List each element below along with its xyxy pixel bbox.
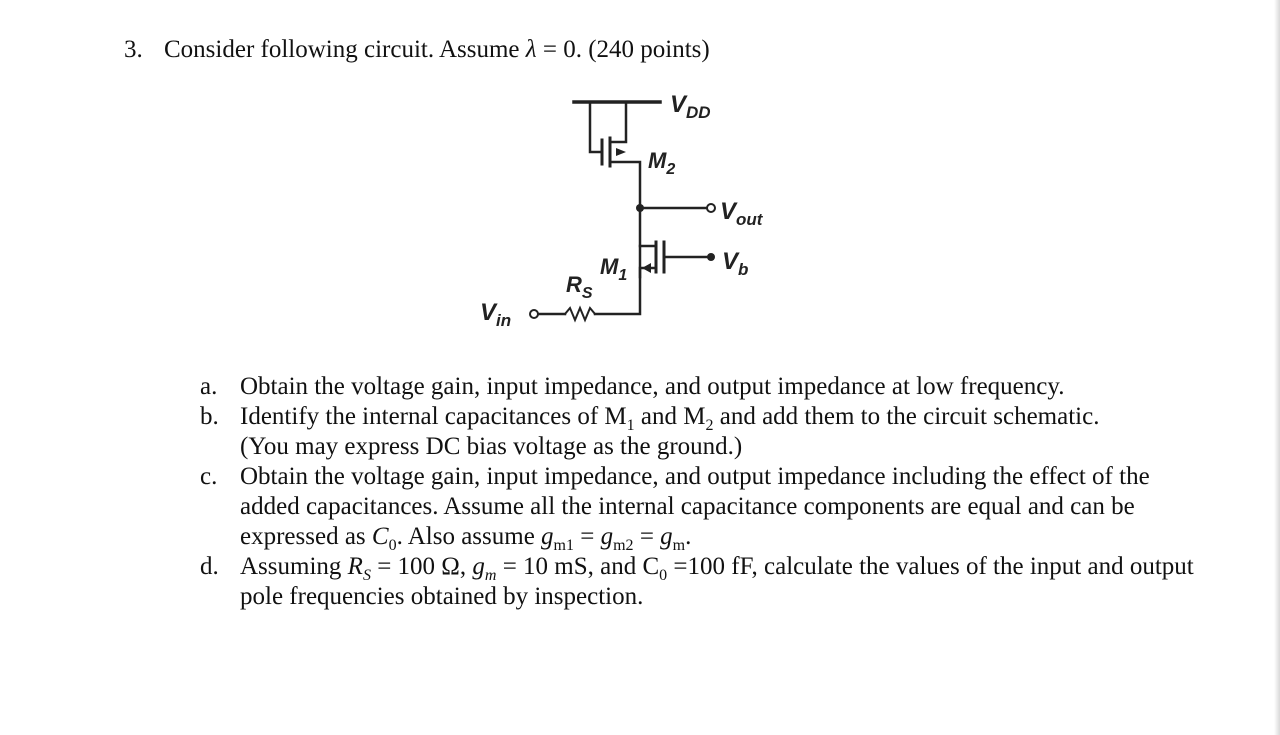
m1-source-arrow (642, 263, 651, 273)
m1-label: $M_1$ (600, 254, 628, 284)
m2-drain-wire (610, 102, 626, 142)
problem-statement (124, 33, 710, 67)
circuit-diagram (470, 82, 790, 347)
part-text: Identify the internal capacitances of $M_1$ and $M_2$ and add them to the circuit schematic. (You may express DC bias voltage as the ground.) (240, 403, 1100, 460)
rs-resistor (565, 308, 595, 320)
part-label: b. (200, 403, 219, 430)
m2-source-arrow (616, 148, 626, 156)
question-part-d (200, 552, 1200, 612)
m2-gate-tie-wire (590, 102, 602, 152)
question-part-a (200, 372, 1200, 402)
rs-label: $R_S$ (566, 272, 593, 302)
vin-terminal (530, 310, 538, 318)
part-label: d. (200, 553, 219, 580)
page-edge (1274, 0, 1280, 735)
vb-terminal (707, 253, 715, 261)
vout-node-dot (636, 204, 644, 212)
vin-label: $V_{in}$ (480, 299, 512, 330)
problem-text: Consider following circuit. Assume (164, 36, 526, 63)
part-label: c. (200, 463, 218, 490)
m2-label: $M_2$ (648, 148, 676, 178)
vb-label: $V_b$ (722, 248, 749, 279)
part-text: Obtain the voltage gain, input impedance, and output impedance at low frequency. (240, 373, 1065, 400)
vout-terminal (707, 204, 715, 212)
part-text: Obtain the voltage gain, input impedance, and output impedance including the effect of the added capacitances. Assume all the internal capacitance components are equal and can be expressed as $C_0$. Also assume $g_{m1} = g_{m2} = g_m$. (240, 463, 1150, 554)
problem-assumption: = 0. (240 points) (536, 36, 710, 63)
part-label: a. (200, 373, 218, 400)
question-part-c (200, 462, 1200, 552)
vdd-label: $V_{DD}$ (670, 91, 711, 122)
lambda-symbol: λ (525, 36, 537, 63)
vout-label: $V_{out}$ (720, 198, 763, 229)
problem-number: 3. (124, 36, 143, 63)
circuit-schematic (470, 82, 790, 342)
question-part-b (200, 402, 1200, 462)
sub-questions-list (200, 372, 1200, 612)
part-text: Assuming $R_S = 100$ Ω, $g_m = 10$ mS, and $C_0 =100$ fF, calculate the values of the input and output pole frequencies obtained by inspection. (240, 553, 1194, 610)
